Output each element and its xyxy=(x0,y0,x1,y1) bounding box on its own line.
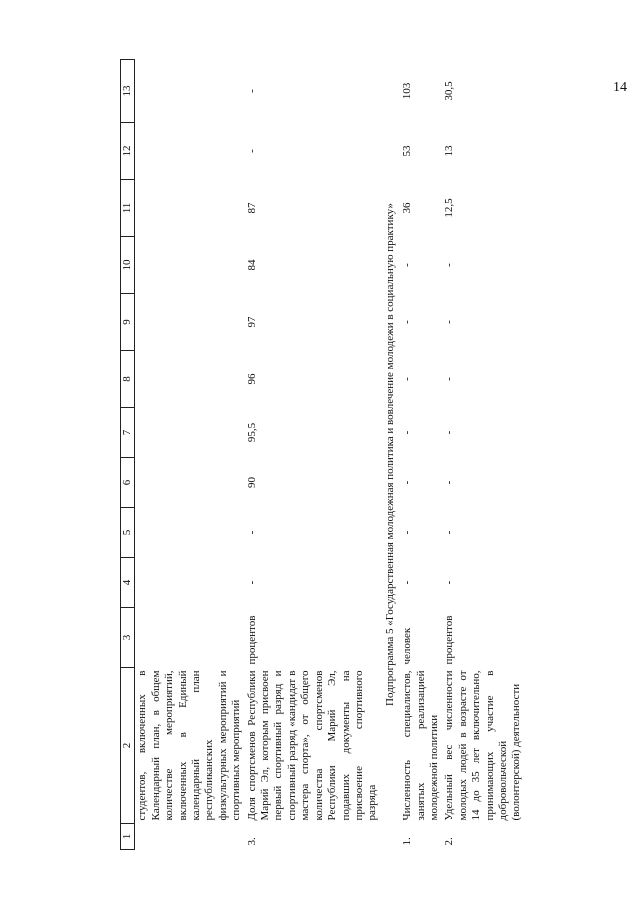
column-header: 12 xyxy=(121,123,135,180)
indicator-value: 95,5 xyxy=(245,422,258,443)
subprogram-title: Подпрограмма 5 «Государственная молодежная политика и вовлечение молодежи в социальную практику» xyxy=(383,203,396,706)
indicator-value: 103 xyxy=(401,82,414,100)
column-header: 6 xyxy=(121,458,135,508)
table-row xyxy=(245,60,381,850)
indicator-value: 36 xyxy=(401,202,414,214)
subprogram-row xyxy=(381,60,400,850)
indicator-value: - xyxy=(245,89,258,93)
row-number xyxy=(135,824,245,850)
indicator-value: - xyxy=(245,580,258,585)
table-header xyxy=(121,60,135,850)
indicator-value: 30,5 xyxy=(443,81,456,101)
unit-of-measure: человек xyxy=(401,627,414,665)
column-header: 8 xyxy=(121,351,135,408)
indicator-value: - xyxy=(443,320,456,324)
indicator-value: 53 xyxy=(401,145,414,157)
indicator-name: Численность специалистов, занятых реализацией молодежной политики xyxy=(401,670,440,821)
table-row xyxy=(442,60,524,850)
indicator-value: - xyxy=(443,480,456,485)
indicator-value: 12,5 xyxy=(443,198,456,218)
table-row xyxy=(135,60,245,850)
indicator-value: - xyxy=(245,530,258,535)
indicator-value: - xyxy=(401,430,414,435)
column-header: 4 xyxy=(121,558,135,608)
indicator-value xyxy=(135,408,245,458)
indicator-value: - xyxy=(401,320,414,324)
indicator-value xyxy=(135,123,245,180)
column-header: 9 xyxy=(121,294,135,351)
indicator-value: - xyxy=(443,430,456,435)
indicator-value xyxy=(135,60,245,123)
column-header: 10 xyxy=(121,237,135,294)
column-header: 13 xyxy=(121,60,135,123)
indicator-name: Удельный вес численности молодых людей в возрасте от 14 до 35 лет включительно, принимающих участие в добровольческой (волонтерской) деятельности xyxy=(443,670,523,821)
unit-of-measure xyxy=(135,608,245,668)
indicator-value xyxy=(135,508,245,558)
indicator-value xyxy=(135,180,245,237)
indicator-value: - xyxy=(443,580,456,585)
table-body xyxy=(135,60,525,850)
column-header: 7 xyxy=(121,408,135,458)
indicator-value: - xyxy=(443,377,456,381)
indicator-value: - xyxy=(401,480,414,485)
indicator-value: - xyxy=(401,377,414,381)
column-header: 3 xyxy=(121,608,135,668)
indicator-value: 90 xyxy=(245,477,258,488)
indicator-name: Доля спортсменов Республики Марий Эл, которым присвоен первый спортивный разряд и спортивный разряд «кандидат в мастера спорта», от общего количества спортсменов Республики Марий Эл, подавших документы на присвоение спортивного разряда xyxy=(245,670,379,821)
column-header: 1 xyxy=(121,824,135,850)
indicator-value: 84 xyxy=(245,259,258,271)
indicator-name: студентов, включенных в Календарный план, в общем количестве мероприятий, включенных в Единый календарный план республиканских физкультурных мероприятий и спортивных мероприятий xyxy=(136,670,243,821)
column-header: 2 xyxy=(121,668,135,824)
unit-of-measure: процентов xyxy=(245,615,258,665)
unit-of-measure: процентов xyxy=(443,615,456,665)
column-header: 5 xyxy=(121,508,135,558)
indicators-table xyxy=(120,59,525,850)
indicator-value xyxy=(135,237,245,294)
indicator-value: - xyxy=(401,263,414,267)
column-header: 11 xyxy=(121,180,135,237)
indicator-value: - xyxy=(443,263,456,267)
row-number: 1. xyxy=(401,837,414,846)
indicator-value: 97 xyxy=(245,316,258,328)
indicator-value xyxy=(135,351,245,408)
indicator-value: 96 xyxy=(245,373,258,385)
indicator-value: - xyxy=(401,530,414,535)
indicator-value: - xyxy=(245,149,258,153)
row-number: 2. xyxy=(443,837,456,846)
indicator-value xyxy=(135,458,245,508)
indicator-value: 87 xyxy=(245,202,258,214)
row-number: 3. xyxy=(245,837,258,846)
indicator-value: 13 xyxy=(443,145,456,157)
page-number: 14 xyxy=(613,80,627,95)
table-row xyxy=(400,60,442,850)
rotated-table-wrapper xyxy=(120,60,523,850)
indicator-value: - xyxy=(443,530,456,535)
indicator-value: - xyxy=(401,580,414,585)
indicator-value xyxy=(135,294,245,351)
indicator-value xyxy=(135,558,245,608)
